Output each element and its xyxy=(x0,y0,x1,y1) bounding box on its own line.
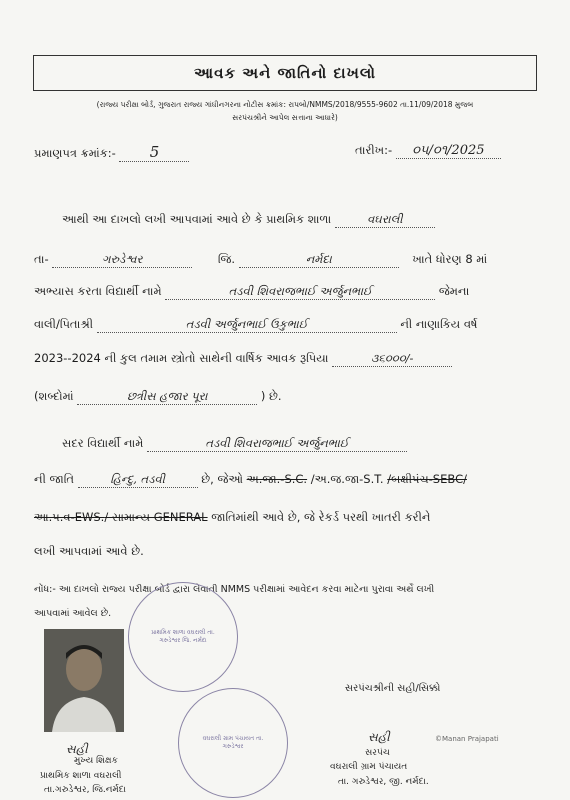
body-line-2 xyxy=(34,252,487,268)
jemna-text: જેમના xyxy=(438,284,470,298)
words-close: ) છે. xyxy=(260,389,282,403)
body-line-4 xyxy=(34,317,477,333)
sc-option: અ.જા.-S.C. xyxy=(246,472,308,486)
body-line-5: 2023--2024 ની કુલ તમામ સ્ત્રોતો સાથેની વાર્ષિક આવક રૂપિયા ૩૬૦૦૦/- xyxy=(34,351,452,367)
parent-name-value: તડવી અર્જુનભાઈ ઉકુભાઈ xyxy=(97,317,397,333)
certificate-date-label: તારીખ:- xyxy=(355,143,393,157)
headmaster-title: મુખ્ય શિક્ષક xyxy=(74,756,118,766)
caste-value: હિન્દુ, તડવી xyxy=(78,472,198,488)
district-value: નર્મદા xyxy=(239,252,399,268)
sarpanch-title: સરપંચ xyxy=(365,748,390,758)
sarpanch-place: તા. ગરુડેશ્વર, જી. નર્મદા. xyxy=(338,777,429,787)
note-line-1 xyxy=(34,584,434,595)
caste-line-1-text: સદર વિદ્યાર્થી નામે xyxy=(62,436,144,450)
watermark: ©Manan Prajapati xyxy=(435,735,499,743)
note-line-2: આપવામાં આવેલ છે. xyxy=(34,608,112,619)
income-value: ૩૬૦૦૦/- xyxy=(332,351,452,367)
caste-line-2 xyxy=(34,472,467,488)
body-line-1-text: આથી આ દાખલો લખી આપવામાં આવે છે કે પ્રાથમિક શાળા xyxy=(62,212,332,226)
certificate-date-value: ૦૫/૦૧/2025 xyxy=(396,143,501,159)
student-name-value: તડવી શિવરાજભાઈ અર્જુનભાઈ xyxy=(165,284,435,300)
words-value: છત્રીસ હજાર પૂરા xyxy=(77,389,257,405)
sarpanch-signature: સહી xyxy=(368,730,390,744)
fy-label: ની નાણાકિય વર્ષ xyxy=(400,317,478,331)
headmaster-place: તા.ગરુડેશ્વર, જિ.નર્મદા xyxy=(44,785,126,795)
certificate-number-label: પ્રમાણપત્ર ક્રમાંક:- xyxy=(34,146,116,160)
headmaster-signature: સહી xyxy=(66,742,88,756)
caste-line-3 xyxy=(34,510,430,525)
words-label: (શબ્દોમાં xyxy=(34,389,74,403)
general-option: / સામાન્ય GENERAL xyxy=(104,510,208,524)
student-photo xyxy=(44,629,124,732)
subtitle-line-2: સરપંચશ્રીને આપેલ સત્તાના આધારે) xyxy=(232,113,338,122)
body-line-3-text: અભ્યાસ કરતા વિદ્યાર્થી નામે xyxy=(34,284,162,298)
sarpanch-village: વઘરાલી ગ્રામ પંચાયત xyxy=(330,762,408,772)
sebc-option: /બક્ષીપંચ-SEBC/ xyxy=(387,472,467,486)
sarpanch-heading: સરપંચશ્રીની સહી/સિક્કો xyxy=(345,683,441,694)
certificate-date-row xyxy=(355,143,501,159)
caste-line-2-text: છે, જેઓ xyxy=(201,472,243,486)
document-title: આવક અને જાતિનો દાખલો xyxy=(33,55,537,91)
caste-line-1 xyxy=(62,436,407,452)
caste-student-name: તડવી શિવરાજભાઈ અર્જુનભાઈ xyxy=(147,436,407,452)
income-text: ની કુલ તમામ સ્ત્રોતો સાથેની વાર્ષિક આવક રૂપિયા xyxy=(104,351,329,365)
certificate-number-value: 5 xyxy=(119,143,189,162)
body-line-6 xyxy=(34,389,282,405)
ni-jati-text: ની જાતિ xyxy=(34,472,74,486)
caste-line-3-text: જાતિમાંથી આવે છે, જે રેકર્ડ પરથી ખાતરી કરીને xyxy=(211,510,431,524)
parent-label: વાલી/પિતાશ્રી xyxy=(34,317,94,331)
fy-from: 2023 xyxy=(34,351,64,365)
panchayat-stamp xyxy=(178,688,288,798)
fy-to: 2024 xyxy=(71,351,101,365)
note-text: આ દાખલો રાજ્ય પરીક્ષા બોર્ડ દ્વારા લેવાતી NMMS પરીક્ષામાં આવેદન કરવા માટેના પુરાવા અર્થે લખી xyxy=(58,584,435,595)
caste-line-4: લખી આપવામાં આવે છે. xyxy=(34,544,144,558)
st-option: /અ.જ.જા-S.T. xyxy=(310,472,384,486)
headmaster-school: પ્રાથમિક શાળા વઘરાલી xyxy=(40,771,122,781)
body-line-1 xyxy=(62,212,435,228)
school-stamp-text: પ્રાથમિક શાળા વઘરાલી તા. ગરુડેશ્વર જિ. નર્મદા xyxy=(151,629,215,644)
taluka-value: ગરુડેશ્વર xyxy=(52,252,192,268)
panchayat-stamp-text: વઘરાલી ગ્રામ પંચાયત તા. ગરુડેશ્વર xyxy=(202,735,264,750)
school-name-value: વઘરાલી xyxy=(335,212,435,228)
certificate-number-row xyxy=(34,143,189,162)
std-text: ખાતે ધોરણ 8 માં xyxy=(412,252,488,266)
ews-option: આ.પ.વ-EWS. xyxy=(34,510,105,524)
subtitle-line-1: (રાજ્ય પરીક્ષા બોર્ડ, ગુજરાત રાજ્ય ગાંધીનગરના નોટીસ ક્રમાંક: રાપબો/NMMS/2018/9555-9602 તા.11/09/2018 મુજબ xyxy=(96,100,474,109)
note-label: નોંધ:- xyxy=(34,584,56,595)
taluka-label: તા- xyxy=(34,252,49,266)
school-stamp xyxy=(128,582,238,692)
body-line-3 xyxy=(34,284,469,300)
district-label: જિ. xyxy=(217,252,236,266)
